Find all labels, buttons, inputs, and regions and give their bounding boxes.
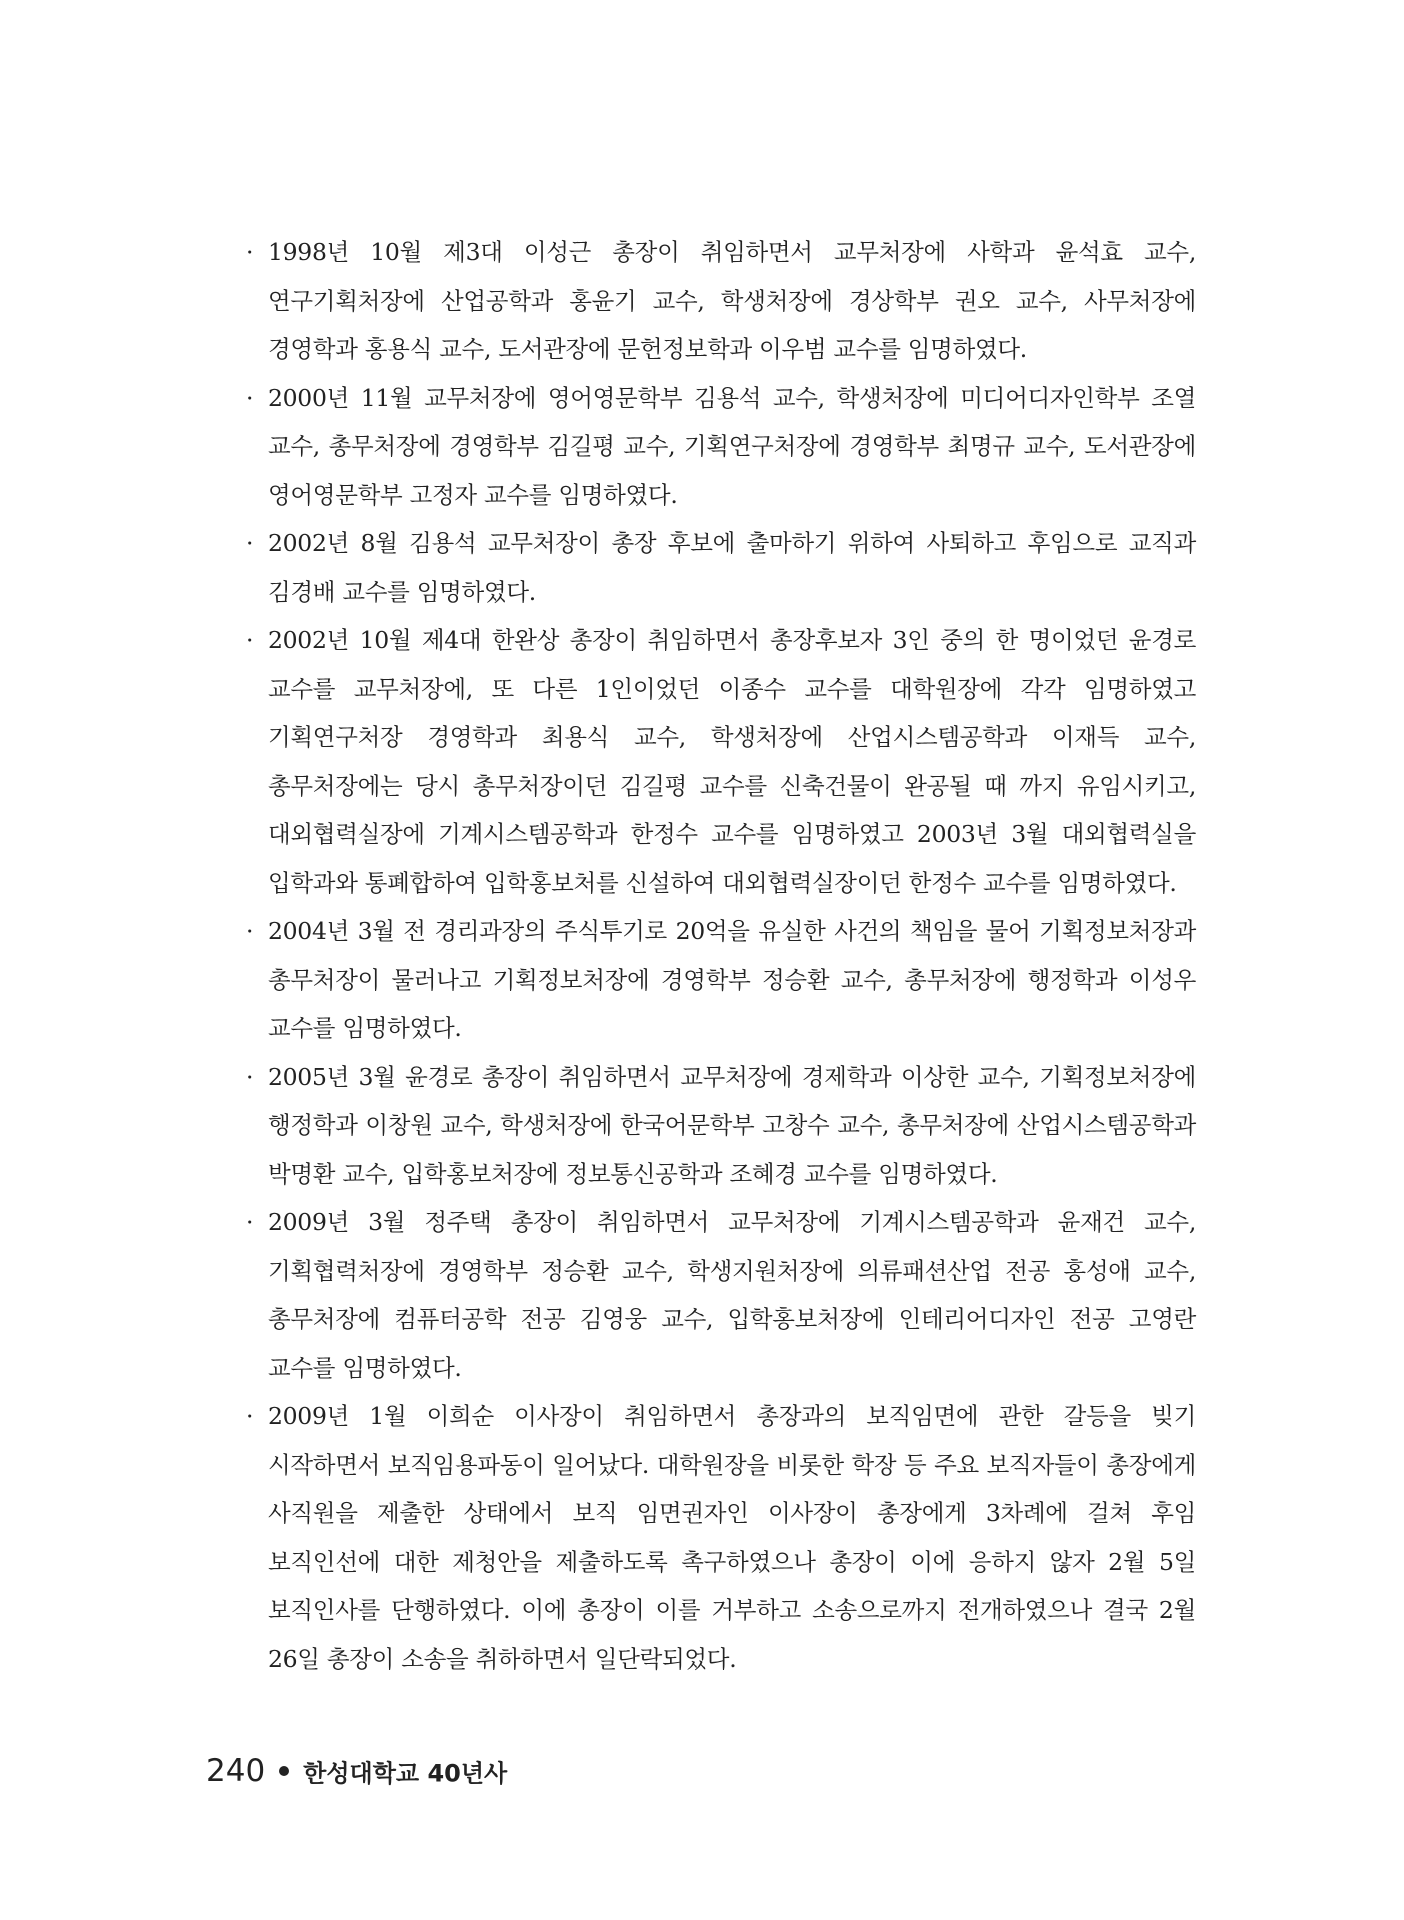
list-item — [246, 1198, 1196, 1392]
list-item-text: 2002년 10월 제4대 한완상 총장이 취임하면서 총장후보자 3인 중의 한 명이었던 윤경로 교수를 교무처장에, 또 다른 1인이었던 이종수 교수를 대학원장에 각각 임명하였고 기획연구처장 경영학과 최용식 교수, 학생처장에 산업시스템공학과 이재득 교수, 총무처장에는 당시 총무처장이던 김길평 교수를 신축건물이 완공될 때 까지 유임시키고, 대외협력실장에 기계시스템공학과 한정수 교수를 임명하였고 2003년 3월 대외협력실을 입학과와 통폐합하여 입학홍보처를 신설하여 대외협력실장이던 한정수 교수를 임명하였다. — [268, 626, 1196, 897]
main-content — [246, 228, 1196, 1683]
bullet-mark: · — [246, 529, 254, 557]
list-item-text: 2009년 1월 이희순 이사장이 취임하면서 총장과의 보직임면에 관한 갈등을 빚기 시작하면서 보직임용파동이 일어났다. 대학원장을 비롯한 학장 등 주요 보직자들이 총장에게 사직원을 제출한 상태에서 보직 임면권자인 이사장이 총장에게 3차례에 걸쳐 후임 보직인선에 대한 제청안을 제출하도록 촉구하였으나 총장이 이에 응하지 않자 2월 5일 보직인사를 단행하였다. 이에 총장이 이를 거부하고 소송으로까지 전개하였으나 결국 2월 26일 총장이 소송을 취하하면서 일단락되었다. — [268, 1402, 1196, 1673]
list-item — [246, 616, 1196, 907]
list-item-text: 2000년 11월 교무처장에 영어영문학부 김용석 교수, 학생처장에 미디어디자인학부 조열 교수, 총무처장에 경영학부 김길평 교수, 기획연구처장에 경영학부 최명규 교수, 도서관장에 영어영문학부 고정자 교수를 임명하였다. — [268, 383, 1196, 509]
page-footer — [206, 1753, 507, 1789]
list-item — [246, 1053, 1196, 1199]
bullet-mark: · — [246, 917, 254, 945]
bullet-mark: · — [246, 383, 254, 412]
bullet-mark: · — [246, 1062, 254, 1091]
list-item — [246, 374, 1196, 520]
list-item-text: 1998년 10월 제3대 이성근 총장이 취임하면서 교무처장에 사학과 윤석효 교수, 연구기획처장에 산업공학과 홍윤기 교수, 학생처장에 경상학부 권오 교수, 사무처장에 경영학과 홍용식 교수, 도서관장에 문헌정보학과 이우범 교수를 임명하였다. — [268, 238, 1196, 363]
list-item-text: 2004년 3월 전 경리과장의 주식투기로 20억을 유실한 사건의 책임을 물어 기획정보처장과 총무처장이 물러나고 기획정보처장에 경영학부 정승환 교수, 총무처장에 행정학과 이성우 교수를 임명하였다. — [268, 917, 1196, 1042]
list-item-text: 2002년 8월 김용석 교무처장이 총장 후보에 출마하기 위하여 사퇴하고 후임으로 교직과 김경배 교수를 임명하였다. — [268, 529, 1196, 606]
bullet-mark: · — [246, 238, 254, 266]
footer-separator-dot — [279, 1766, 289, 1776]
book-title: 한성대학교 40년사 — [303, 1759, 508, 1788]
bullet-mark: · — [246, 1402, 254, 1430]
list-item — [246, 228, 1196, 374]
bullet-mark: · — [246, 626, 254, 654]
list-item-text: 2009년 3월 정주택 총장이 취임하면서 교무처장에 기계시스템공학과 윤재건 교수, 기획협력처장에 경영학부 정승환 교수, 학생지원처장에 의류패션산업 전공 홍성애 교수, 총무처장에 컴퓨터공학 전공 김영웅 교수, 입학홍보처장에 인테리어디자인 전공 고영란 교수를 임명하였다. — [268, 1208, 1196, 1382]
list-item — [246, 519, 1196, 616]
page-number: 240 — [206, 1753, 266, 1789]
list-item-text: 2005년 3월 윤경로 총장이 취임하면서 교무처장에 경제학과 이상한 교수, 기획정보처장에 행정학과 이창원 교수, 학생처장에 한국어문학부 고창수 교수, 총무처장에 산업시스템공학과 박명환 교수, 입학홍보처장에 정보통신공학과 조혜경 교수를 임명하였다. — [268, 1062, 1196, 1188]
bullet-mark: · — [246, 1208, 254, 1236]
list-item — [246, 907, 1196, 1053]
list-item — [246, 1392, 1196, 1683]
appointment-history-list — [246, 228, 1196, 1683]
